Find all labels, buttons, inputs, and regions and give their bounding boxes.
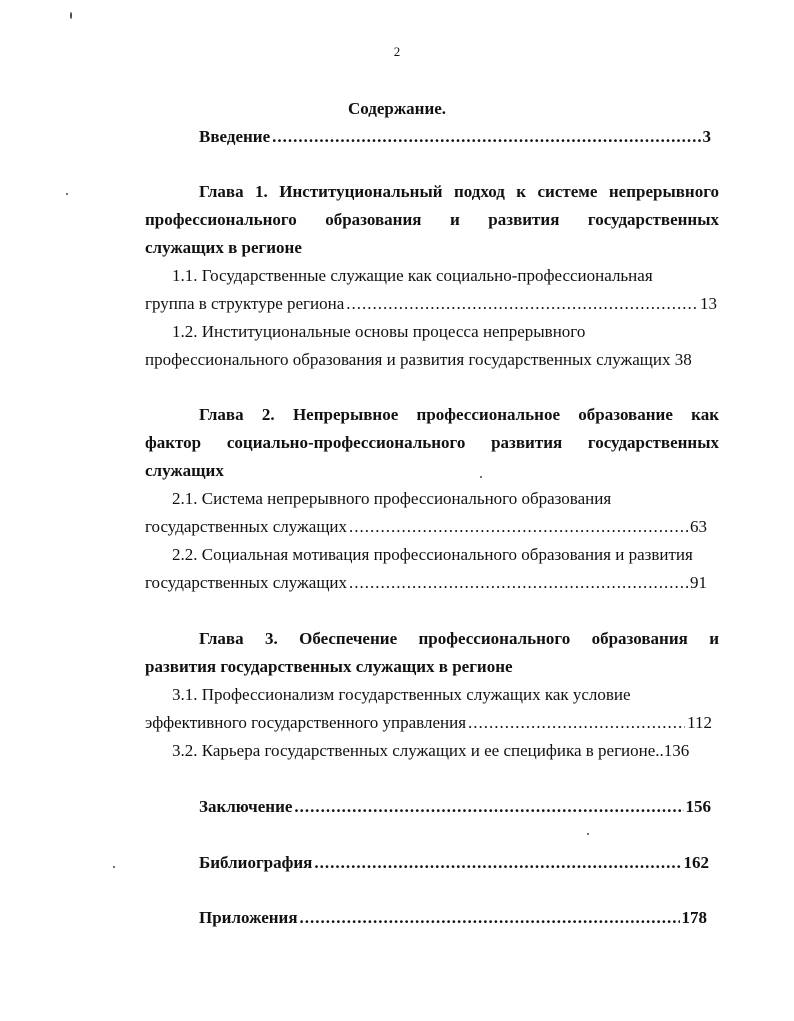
chapter-3-heading-line-1: Глава 3. Обеспечение профессионального образования и	[199, 629, 719, 648]
chapter-2-heading-line-1: Глава 2. Непрерывное профессиональное образование как	[199, 405, 719, 424]
toc-entry-page: 156	[685, 797, 711, 816]
toc-entry-page: 178	[681, 908, 707, 927]
toc-entry-section-3-2[interactable]: 3.2. Карьера государственных служащих и ее специфика в регионе..136	[172, 741, 690, 760]
dot-leader	[468, 713, 685, 733]
toc-entry-label: государственных служащих	[145, 517, 348, 536]
scan-artifact	[113, 866, 115, 868]
chapter-1-heading-line-1: Глава 1. Институциональный подход к системе непрерывного	[199, 182, 719, 201]
dot-leader	[294, 797, 683, 817]
toc-entry-section-3-1[interactable]	[145, 713, 712, 733]
section-3-1-line-1: 3.1. Профессионализм государственных служащих как условие	[172, 685, 631, 704]
toc-entry-section-2-1[interactable]	[145, 517, 707, 537]
section-1-2-line-1: 1.2. Институциональные основы процесса непрерывного	[172, 322, 586, 341]
toc-entry-label: Заключение	[199, 797, 293, 816]
chapter-3-heading-line-2: развития государственных служащих в регионе	[145, 657, 513, 676]
section-2-2-line-1: 2.2. Социальная мотивация профессионального образования и развития	[172, 545, 693, 564]
toc-entry-page: 162	[683, 853, 709, 872]
chapter-2-heading-line-2: фактор социально-профессионального развития государственных	[145, 433, 719, 452]
toc-entry-page: 3	[702, 127, 711, 146]
dot-leader	[346, 294, 698, 314]
chapter-2-heading-line-3: служащих	[145, 461, 224, 480]
toc-entry-bibliography[interactable]	[199, 853, 709, 873]
toc-entry-label: Введение	[199, 127, 271, 146]
dot-leader	[300, 908, 680, 928]
toc-entry-label: государственных служащих	[145, 573, 348, 592]
section-1-1-line-1: 1.1. Государственные служащие как социально-профессиональная	[172, 266, 653, 285]
toc-entry-section-1-1[interactable]	[145, 294, 717, 314]
section-1-2-line-2[interactable]: профессионального образования и развития государственных служащих 38	[145, 350, 692, 369]
dot-leader	[349, 517, 688, 537]
dot-leader	[314, 853, 681, 873]
toc-entry-label: Приложения	[199, 908, 298, 927]
scan-artifact	[70, 12, 72, 19]
scan-artifact	[66, 193, 68, 195]
dot-leader	[272, 127, 700, 147]
toc-entry-page: 112	[687, 713, 712, 732]
toc-entry-conclusion[interactable]	[199, 797, 711, 817]
toc-title: Содержание.	[347, 99, 447, 118]
toc-entry-page: 63	[690, 517, 707, 536]
chapter-1-heading-line-3: служащих в регионе	[145, 238, 302, 257]
toc-entry-page: 91	[690, 573, 707, 592]
toc-entry-label: группа в структуре региона	[145, 294, 345, 313]
toc-entry-label: эффективного государственного управления	[145, 713, 467, 732]
toc-entry-section-2-2[interactable]	[145, 573, 707, 593]
toc-entry-intro[interactable]	[199, 127, 711, 147]
section-2-1-line-1: 2.1. Система непрерывного профессионального образования	[172, 489, 612, 508]
toc-entry-appendices[interactable]	[199, 908, 707, 928]
chapter-1-heading-line-2: профессионального образования и развития государственных	[145, 210, 719, 229]
toc-entry-label: Библиография	[199, 853, 313, 872]
page-number: 2	[393, 44, 401, 59]
dot-leader	[349, 573, 688, 593]
scan-artifact	[587, 833, 589, 835]
toc-entry-page: 13	[700, 294, 717, 313]
scan-artifact	[480, 476, 482, 478]
